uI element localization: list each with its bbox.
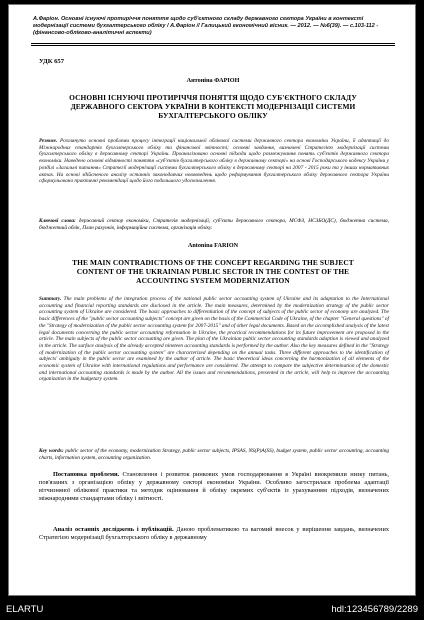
- paragraph-analysis-text: Даною проблематикою та вагомий внесок у вирішення завдань, визначених Стратегією модернізації бухгалтерського обліку в державному: [39, 526, 389, 541]
- summary-ua: [39, 138, 389, 185]
- header-rule: [31, 43, 395, 44]
- citation-header: А.Фаріон. Основні існуючі протиріччя поняття щодо суб'єктного складу державного сектора України в контексті модернізації системи бухгалтерського обліку / А.Фаріон // Галицький економічний вісник. — 2012. — №6(39). — с.103-112 - (фінансово-обліково-аналітичні аспекти): [33, 16, 379, 36]
- keywords-text-en: public sector of the economy, modernization Strategy, public sector subjects, IPSAS, NS(P)A(SS), budget system, public sector accounting, accounting charts, information system, accounting organization.: [39, 448, 390, 461]
- keywords-text-ua: державний сектор економіки, Стратегія модернізації, суб'єкти державного сектора, МСФЗ, НСЗБО(ДС), бюджетна система, бюджетний облік, План рахунків, інформаційна система, організація обліку.: [39, 218, 389, 231]
- summary-label-ua: Резюме.: [39, 138, 58, 144]
- paragraph-problem-text: Становлення і розвиток ринкових умов господарювання в Україні виокремили низку питань, пов'язаних з організацією обліку у державному секторі економіки України. Особливо загострилася проблема адаптації вітчизняної облікової практики та методик оцінювання й обліку окремих суб'єктів із урахуванням підходів, визначених міжнародними стандартами обліку і звітності.: [39, 471, 390, 502]
- paragraph-problem: [39, 471, 389, 503]
- paragraph-problem-label: Постановка проблеми.: [53, 471, 120, 478]
- keywords-ua: [39, 218, 389, 231]
- summary-en: [39, 296, 389, 383]
- repository-name: ELARTU: [6, 604, 44, 615]
- title-en: THE MAIN CONTRADICTIONS OF THE CONCEPT REGARDING THE SUBJECT CONTENT OF THE UKRAINIAN PUBLIC SECTOR IN THE CONTEST OF THE ACCOUNTING SYSTEM MODERNIZATION: [72, 258, 354, 285]
- summary-label-en: Summary.: [39, 296, 62, 302]
- summary-text-en: The main problems of the integration process of the national public sector accounting system of Ukraine and its adaptation to the International accounting and financial reporting standards are disclosed in the article. The main measures, determined by the modernization strategy of the public sector accounting system of Ukraine are considered. The basic approaches to differentiation of the concept of subjects of the public sector of economy are analyzed. The basic differences of the "public sector accounting subjects" concept are given on the basis of the Commercial Code of Ukraine, of the chapter "General questions" of the "Strategy of modernization of the public sector accounting system for 2007-2015" and of other legal documents. Based on the accomplished analysis of the latest legal documents concerning the public sector accounting reformation in Ukraine, the practical recommendations for its future improvement are proposed in the article. The main subjects of the public sector accounting are given. The plan of the Ukrainian public sector accounting standards adaption is viewed and analyzed in the article. The surface analysis of the already accepted nineteen accounting standards is performed by the author. Also the key measures defined in the "Strategy of modernization of the public sector accounting system" are characterized depending on the annual tasks. Three different approaches to the identification of subjects' ambiguity in the public sector are examined by the author of article. The basic theoretical ideas concerning the harmonization of all elements of the economic system of Ukraine with international regulations and performance are considered. The attempt to compare the subjective determination of the domestic and international accounting standards is made by the author. All the issues and recommendations, presented in the article, will help to improve the accounting organization in the budgetary system.: [39, 296, 389, 383]
- keywords-label-en: Key words:: [39, 448, 64, 454]
- handle-id: hdl:123456789/2289: [331, 604, 418, 615]
- document-page: [8, 4, 416, 596]
- summary-text-ua: Розглянуто основні проблеми процесу інтеграції національної облікової системи державного сектора економіки України, її адаптації до Міжнародних стандартів бухгалтерського обліку та фінансової звітності; основні завдання, визначені Стратегією модернізації системи бухгалтерського обліку в державному секторі України. Проаналізовано основні підходи щодо розмежування понять суб'єктів державного сектора економіки. Наведено основні відмінності поняття «суб'єктів бухгалтерського обліку в державному секторі» на основі Господарського кодексу України у розділі «Загальні питання» Стратегії модернізації системи бухгалтерського обліку в державному секторі на 2007 - 2015 роки та у інших нормативних актах. На основі здійсненого аналізу останніх законодавчих нововведень щодо реформування бухгалтерського обліку державного сектора України сформульовано практичні рекомендації щодо його подальшого удосконалення.: [39, 138, 389, 185]
- keywords-en: [39, 448, 389, 461]
- author-ua: Антоніна ФАРІОН: [186, 77, 240, 84]
- title-ua: ОСНОВНІ ІСНУЮЧІ ПРОТИРІЧЧЯ ПОНЯТТЯ ЩОДО СУБ'ЄКТНОГО СКЛАДУ ДЕРЖАВНОГО СЕКТОРА УКРАЇНИ В КОНТЕКСТІ МОДЕРНІЗАЦІЇ СИСТЕМИ БУХГАЛТЕРСЬКОГО ОБЛІКУ: [69, 93, 357, 120]
- paragraph-analysis-label: Аналіз останніх досліджень і публікацій.: [53, 526, 174, 533]
- paragraph-analysis: [39, 526, 389, 542]
- udk-code: УДК 657: [39, 58, 65, 65]
- header-rule-thin: [31, 45, 395, 46]
- author-en: Antonina FARION: [187, 242, 239, 249]
- keywords-label-ua: Ключові слова:: [39, 218, 76, 224]
